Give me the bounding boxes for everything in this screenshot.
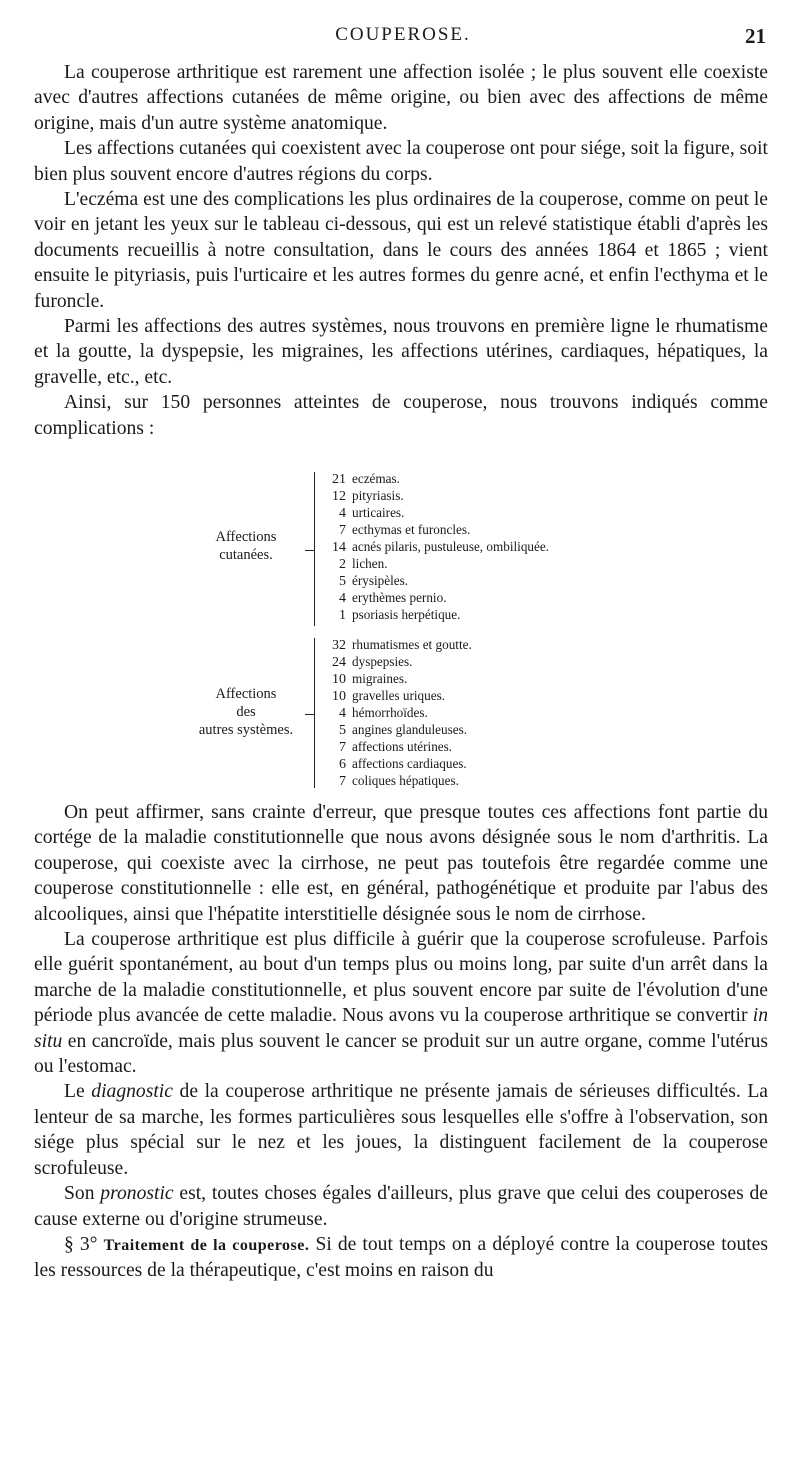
paragraph: La couperose arthritique est rarement une affection isolée ; le plus souvent elle coexiste avec d'autres affections cutanées de même origine, ou bien avec des affections de même origine, mais d'un autre système anatomique.: [34, 62, 768, 134]
group-label: Affections cutanées.: [215, 529, 277, 563]
paragraph: L'eczéma est une des complications les plus ordinaires de la couperose, comme on peut le voir en jetant les yeux sur le tableau ci-dessous, qui est un relevé statistique établi d'après les documents recueillis à notre consultation, dans le cours des années 1864 et 1865 ; vient ensuite le pityriasis, puis l'urticaire et les autres formes du genre acné, et enfin l'ecthyma et le furoncle.: [34, 189, 768, 312]
section-paragraph: § 3° Traitement de la couperose. Si de tout temps on a déployé contre la couperose toutes les ressources de la thérapeutique, c'est moins en raison du: [34, 1233, 769, 1282]
table-row: 7 ecthymas et furoncles.: [339, 522, 471, 538]
table-row: 5 angines glanduleuses.: [339, 722, 467, 738]
paragraph: Le diagnostic de la couperose arthritique ne présente jamais de sérieuses difficultés. La lenteur de sa marche, les formes particulières sous lesquelles elle s'offre à l'observation, son siége plus spécial sur le nez et les joues, la distinguent facilement de la couperose scrofuleuse.: [34, 1081, 768, 1179]
paragraph: Parmi les affections des autres systèmes, nous trouvons en première ligne le rhumatisme et la goutte, la dyspepsie, les migraines, les affections utérines, cardiaques, hépatiques, la gravelle, etc., etc.: [34, 316, 768, 388]
table-row: 4 hémorrhoïdes.: [339, 705, 428, 721]
paragraph: Son pronostic est, toutes choses égales d'ailleurs, plus grave que celui des couperoses de cause externe ou d'origine strumeuse.: [34, 1183, 768, 1230]
table-row: 10 gravelles uriques.: [332, 688, 446, 704]
group-label: Affections des autres systèmes.: [198, 686, 294, 738]
brace-tip: [305, 550, 315, 553]
paragraph: On peut affirmer, sans crainte d'erreur, que presque toutes ces affections font partie du cortége de la maladie constitutionnelle que nous avons désignée sous le nom d'arthritis. La couperose, qui coexiste avec la cirrhose, ne peut pas toutefois être regardée comme une couperose constitutionnelle : elle est, en général, pathogénétique et produite par l'abus des alcooliques, ainsi que l'hépatite interstitielle désignée sous le nom de cirrhose.: [34, 802, 768, 925]
paragraph: Ainsi, sur 150 personnes atteintes de couperose, nous trouvons indiqués comme complications :: [34, 392, 768, 439]
table-row: 21 eczémas.: [332, 471, 400, 487]
table-row: 4 erythèmes pernio.: [339, 590, 447, 606]
complications-table-cutaneous: [0, 470, 800, 630]
table-row: 32 rhumatismes et goutte.: [332, 637, 472, 653]
table-row: 7 affections utérines.: [339, 739, 453, 755]
table-row: 6 affections cardiaques.: [339, 756, 467, 772]
running-title: COUPEROSE.: [335, 24, 471, 45]
table-row: 4 urticaires.: [339, 505, 405, 521]
body-text-bottom: [34, 800, 768, 1284]
table-row: 12 pityriasis.: [332, 488, 404, 504]
paragraph: Les affections cutanées qui coexistent avec la couperose ont pour siége, soit la figure, soit bien plus souvent encore d'autres régions du corps.: [34, 138, 768, 185]
brace: [314, 472, 321, 626]
table-row: 24 dyspepsies.: [332, 654, 413, 670]
table-row: 14 acnés pilaris, pustuleuse, ombiliquée.: [332, 539, 550, 555]
paragraph: La couperose arthritique est plus difficile à guérir que la couperose scrofuleuse. Parfois elle guérit spontanément, au bout d'un temps plus ou moins long, par suite d'un arrêt dans la marche de la maladie constitutionnelle, et plus souvent encore par suite de l'évolution d'une période plus avancée de cette maladie. Nous avons vu la couperose arthritique se convertir in situ en cancroïde, mais plus souvent le cancer se produit sur un autre organe, comme l'utérus ou l'estomac.: [34, 929, 768, 1078]
page-header: [40, 24, 766, 54]
section-number: § 3°: [64, 1233, 98, 1255]
item-list: [322, 470, 549, 623]
table-row: 2 lichen.: [339, 556, 388, 572]
brace: [314, 638, 321, 788]
table-row: 1 psoriasis herpétique.: [339, 607, 461, 623]
body-text-top: [34, 60, 768, 441]
table-row: 5 érysipèles.: [339, 573, 409, 589]
page-number: 21: [745, 24, 766, 48]
brace-tip: [305, 714, 315, 717]
table-row: 10 migraines.: [332, 671, 408, 687]
complications-table-other-systems: [0, 636, 800, 794]
item-list: [322, 636, 472, 789]
table-row: 7 coliques hépatiques.: [339, 773, 459, 789]
section-heading: Traitement de la couperose.: [103, 1236, 310, 1254]
